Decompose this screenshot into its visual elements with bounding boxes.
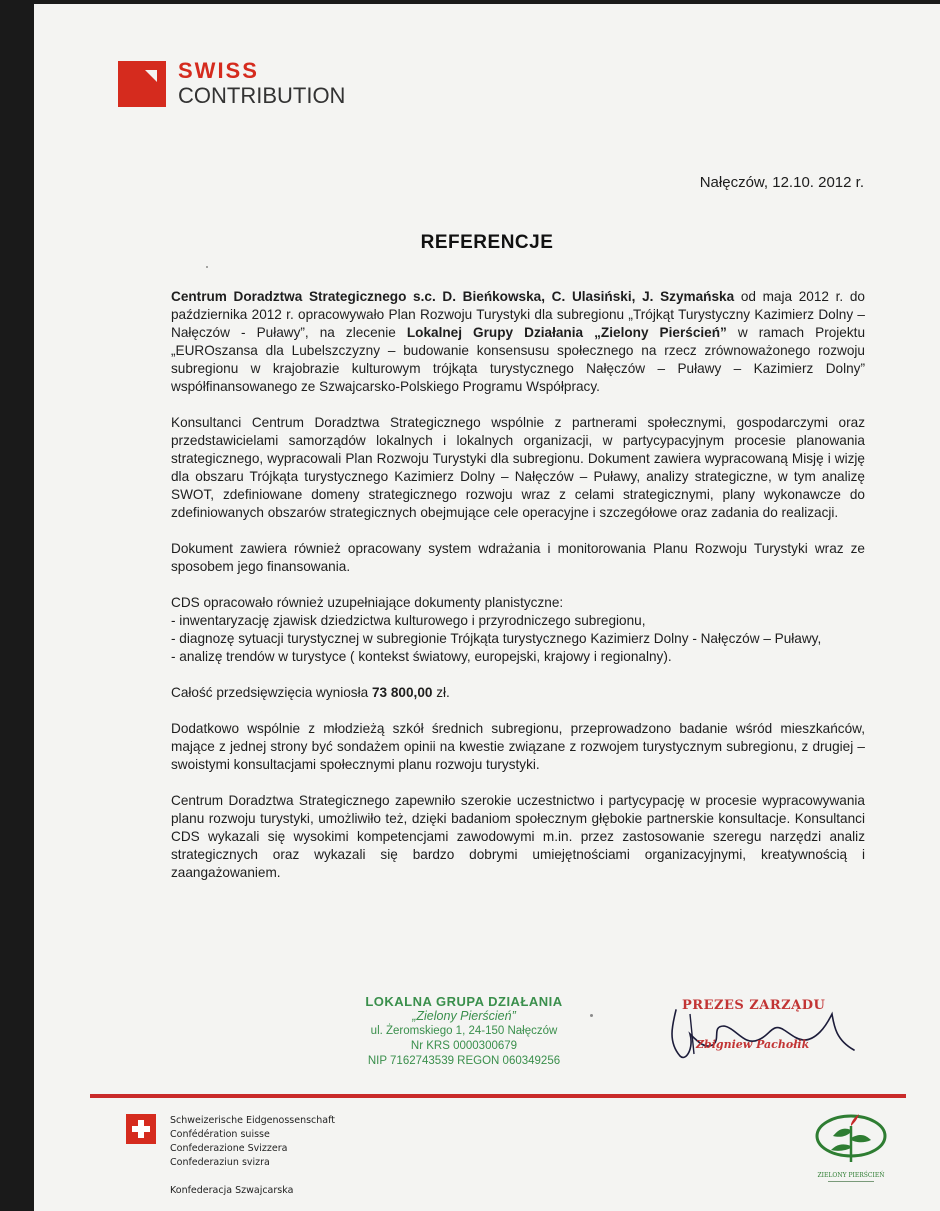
paper-speck [590,1014,593,1017]
logo-line-contribution: CONTRIBUTION [178,83,346,108]
swiss-flag-icon [126,1114,156,1144]
paragraph-1: Centrum Doradztwa Strategicznego s.c. D. Bieńkowska, C. Ulasiński, J. Szymańska od maja 2012 r. do października 2012 r. opracowywało Plan Rozwoju Turystyki dla subregionu „Trójkąt Turystyczny Kazimierz Dolny – Nałęczów - Puławy”, na zlecenie Lokalnej Grupy Działania „Zielony Pierścień” w ramach Projektu „EUROszansa dla Lubelszczyzny – budowanie konsensusu społecznego na rzecz zrównoważonego rozwoju subregionu w krajobrazie kulturowym trójkąta turystycznego Nałęczów – Puławy – Kazimierz Dolny” współfinansowanego ze Szwajcarsko-Polskiego Programu Współpracy. [171,289,866,394]
paragraph-4 [171,594,865,666]
stamp-address: ul. Żeromskiego 1, 24-150 Nałęczów [370,1025,558,1037]
zielony-pierscien-logo [806,1112,896,1192]
list-item: - analizę trendów w turystyce ( kontekst światowy, europejski, krajowy i regionalny). [171,649,672,664]
client-name: Lokalnej Grupy Działania „Zielony Pierścień” [406,325,727,340]
list-item: - diagnozę sytuacji turystycznej w subregionie Trójkąta turystycznego Kazimierz Dolny - Nałęczów – Puławy, [171,631,822,646]
leaf-ring-icon [811,1112,891,1166]
paragraph-6: Dodatkowo wspólnie z młodzieżą szkół średnich subregionu, przeprowadzono badanie wśród mieszkańców, mające z jednej strony być sondażem opinii na kwestie związane z rozwojem turystycznym subregionu, z drugiej – swoistymi konsultacjami społecznymi planu rozwoju turystyki. [171,721,865,772]
signature-name: Zbigniew Pachołik [696,1038,810,1051]
document-page [34,4,940,1211]
company-name: Centrum Doradztwa Strategicznego s.c. D. Bieńkowska, C. Ulasiński, J. Szymańska [171,289,735,304]
signature-title: PREZES ZARZĄDU [682,998,826,1013]
logo-line-swiss: SWISS [178,58,259,83]
paragraph-5: Całość przedsięwzięcia wyniosła 73 800,00 zł. [171,685,450,700]
document-title: REFERENCJE [420,232,554,253]
document-date: Nałęczów, 12.10. 2012 r. [699,174,864,191]
stamp-title: LOKALNA GRUPA DZIAŁANIA [365,994,563,1009]
total-amount: 73 800,00 [371,685,433,700]
document-body [171,288,865,882]
paragraph-7: Centrum Doradztwa Strategicznego zapewniło szerokie uczestnictwo i partycypację w procesie wypracowywania planu rozwoju turystyki, umożliwiło też, dzięki badaniom społecznym głębokie partnerskie konsultacje. Konsultanci CDS wykazali się wysokimi kompetencjami zawodowymi m.in. przez zastosowanie szeregu narzędzi analiz strategicznych oraz wykazali się bardzo dobrymi umiejętnościami organizacyjnymi, kreatywnością i zaangażowaniem. [171,793,865,880]
zp-caption-rule [828,1181,874,1182]
paper-speck [206,266,208,268]
footer-divider [90,1094,906,1098]
stamp-krs: Nr KRS 0000300679 [410,1040,518,1052]
signature-block [654,996,864,1066]
confederation-text: Schweizerische Eidgenossenschaft Confédération suisse Confederazione Svizzera Confederaziun svizra Konfederacja Szwajcarska [170,1115,336,1196]
zp-caption: ZIELONY PIERŚCIEŃ [817,1172,885,1179]
stamp-name: „Zielony Pierścień” [412,1009,516,1023]
organization-stamp [324,994,604,1069]
list-intro: CDS opracowało również uzupełniające dokumenty planistyczne: [171,595,564,610]
list-item: - inwentaryzację zjawisk dziedzictwa kulturowego i przyrodniczego subregionu, [171,613,646,628]
paragraph-3: Dokument zawiera również opracowany system wdrażania i monitorowania Planu Rozwoju Turystyki wraz ze sposobem jego finansowania. [171,541,865,574]
stamp-nip: NIP 7162743539 REGON 060349256 [367,1055,561,1067]
swiss-contribution-mark-icon [118,61,166,107]
paragraph-2: Konsultanci Centrum Doradztwa Strategicznego wspólnie z partnerami społecznymi, gospodarczymi oraz przedstawicielami samorządów lokalnych i lokalnych organizacji, w partycypacyjnym procesie planowania strategicznego, wypracowali Plan Rozwoju Turystyki dla subregionu. Dokument zawiera wypracowaną Misję i wizję dla obszaru Trójkąta turystycznego Kazimierz Dolny – Nałęczów – Puławy, analizy strategiczne, w tym analizę SWOT, zdefiniowane domeny strategicznego rozwoju wraz z celami strategicznymi, plany wykonawcze do zdefiniowanych obszarów strategicznych obejmujące cele operacyjne i szczegółowe oraz zadania do realizacji. [171,415,865,520]
swiss-contribution-logo [118,60,345,107]
